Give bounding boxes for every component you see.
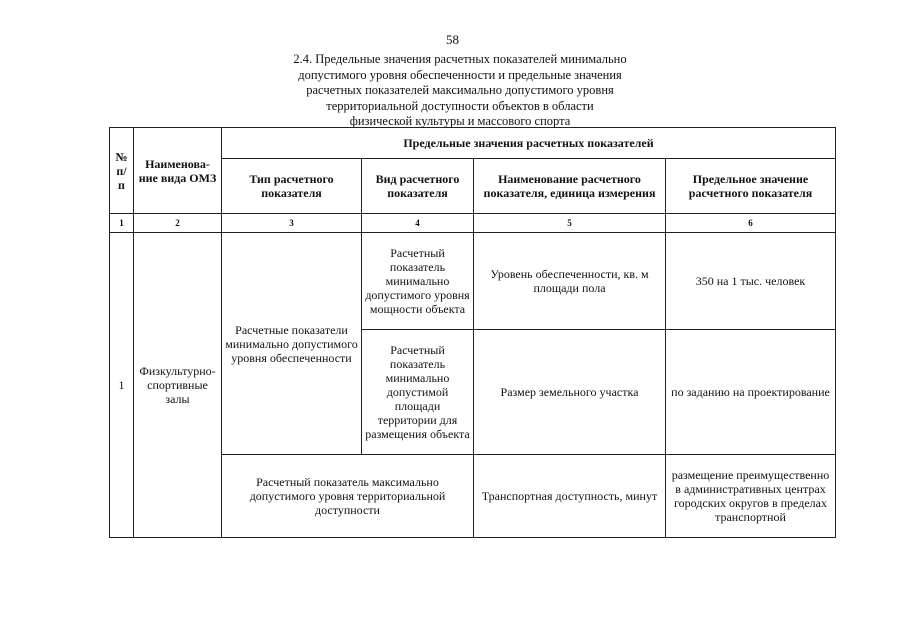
- header-type: Тип расчетного показателя: [222, 159, 362, 214]
- page-number: 58: [446, 32, 459, 47]
- column-number: 6: [666, 214, 836, 233]
- heading-line: физической культуры и массового спорта: [349, 114, 571, 128]
- column-number: 5: [474, 214, 666, 233]
- heading-line: допустимого уровня обеспеченности и предельные значения: [298, 67, 622, 82]
- column-number: 4: [362, 214, 474, 233]
- limit-cell: размещение преимущественно в административных центрах городских округов в пределах транспортной: [666, 455, 836, 538]
- heading-line: расчетных показателей максимально допустимого уровня: [306, 83, 614, 97]
- omz-cell: Физкультурно-спортивные залы: [134, 233, 222, 538]
- heading-line: 2.4. Предельные значения расчетных показателей минимально: [293, 52, 627, 66]
- type-max-cell: Расчетный показатель максимально допустимого уровня территориальной доступности: [222, 455, 474, 538]
- header-group: Предельные значения расчетных показателей: [222, 128, 836, 159]
- header-omz: Наименова-ние вида ОМЗ: [134, 128, 222, 214]
- column-number-row: [110, 214, 836, 233]
- name-unit-cell: Уровень обеспеченности, кв. м площади пола: [474, 233, 666, 330]
- row-num-cell: 1: [110, 233, 134, 538]
- kind-cell: Расчетный показатель минимально допустимой площади территории для размещения объекта: [362, 330, 474, 455]
- name-unit-cell: Транспортная доступность, минут: [474, 455, 666, 538]
- limit-cell: по заданию на проектирование: [666, 330, 836, 455]
- table-row: [110, 233, 836, 330]
- heading-line: территориальной доступности объектов в области: [326, 98, 594, 113]
- column-number: 2: [134, 214, 222, 233]
- limit-cell: 350 на 1 тыс. человек: [666, 233, 836, 330]
- header-num: № п/п: [110, 128, 134, 214]
- column-number: 3: [222, 214, 362, 233]
- indicators-table: [109, 127, 836, 538]
- name-unit-cell: Размер земельного участка: [474, 330, 666, 455]
- header-limit: Предельное значение расчетного показателя: [666, 159, 836, 214]
- kind-cell: Расчетный показатель минимально допустимого уровня мощности объекта: [362, 233, 474, 330]
- section-heading: [270, 52, 650, 130]
- header-name-unit: Наименование расчетного показателя, единица измерения: [474, 159, 666, 214]
- type-min-cell: Расчетные показатели минимально допустимого уровня обеспеченности: [222, 233, 362, 455]
- header-kind: Вид расчетного показателя: [362, 159, 474, 214]
- header-row: [110, 128, 836, 159]
- column-number: 1: [110, 214, 134, 233]
